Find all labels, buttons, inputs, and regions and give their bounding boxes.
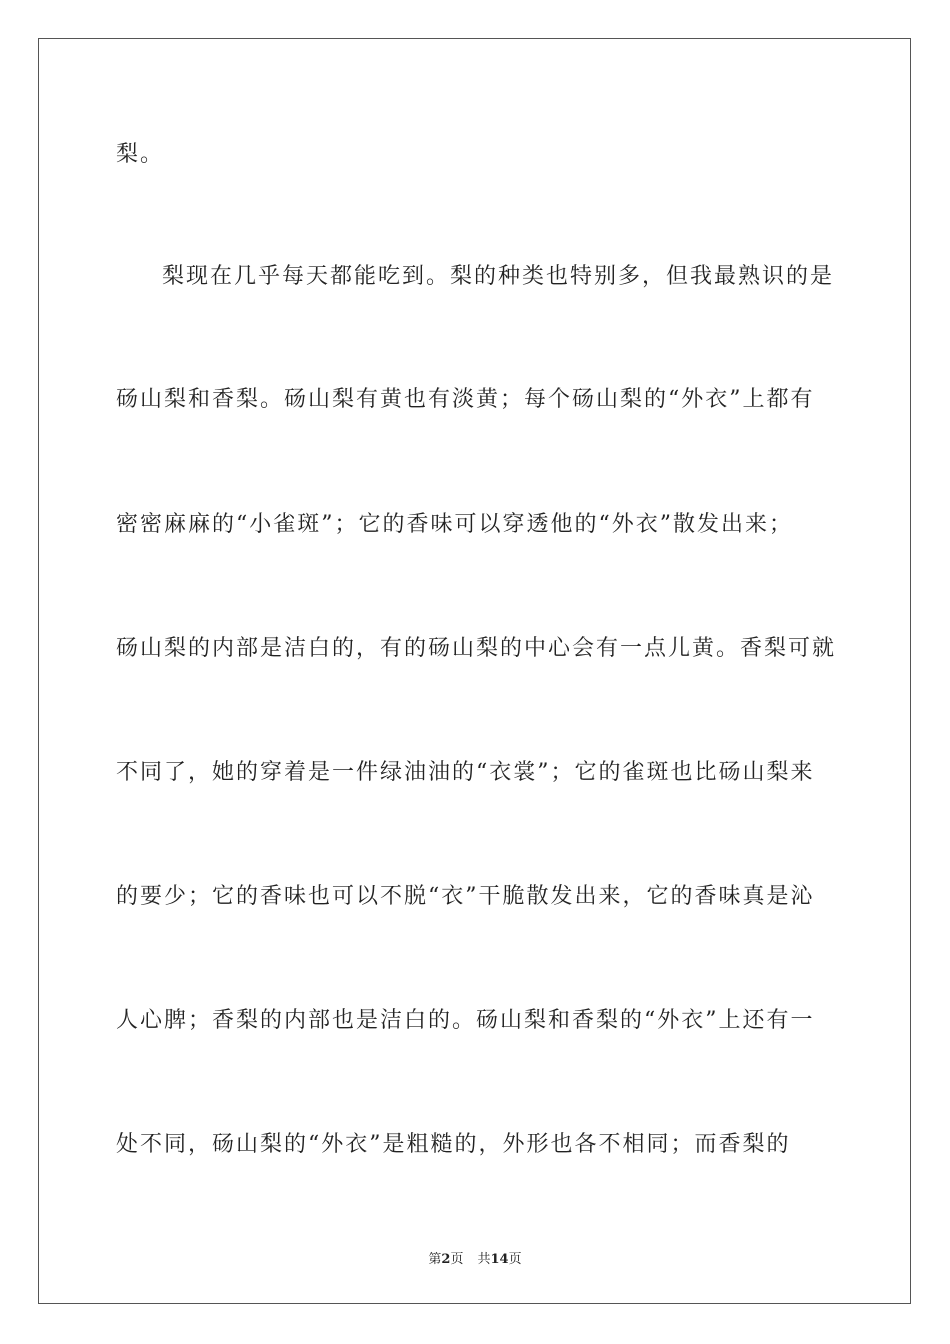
page-suffix: 页 — [450, 1252, 464, 1267]
text-line-8: 人心脾；香梨的内部也是洁白的。砀山梨和香梨的“外衣”上还有一 — [116, 1008, 815, 1033]
text-line-9: 处不同，砀山梨的“外衣”是粗糙的，外形也各不相同；而香梨的 — [116, 1132, 791, 1157]
page-border — [38, 38, 911, 1304]
text-line-7: 的要少；它的香味也可以不脱“衣”干脆散发出来，它的香味真是沁 — [116, 884, 815, 909]
text-line-1: 梨。 — [116, 142, 165, 167]
paragraph-first-line: 梨现在几乎每天都能吃到。梨的种类也特别多，但我最熟识的是 — [162, 264, 835, 289]
page-number: 2 — [441, 1252, 451, 1267]
text-line-6: 不同了，她的穿着是一件绿油油的“衣裳”；它的雀斑也比砀山梨来 — [116, 760, 815, 785]
page-footer — [0, 1248, 950, 1267]
text-line-3: 砀山梨和香梨。砀山梨有黄也有淡黄；每个砀山梨的“外衣”上都有 — [116, 387, 815, 412]
text-line-5: 砀山梨的内部是洁白的，有的砀山梨的中心会有一点儿黄。香梨可就 — [116, 636, 837, 661]
text-line-4: 密密麻麻的“小雀斑”；它的香味可以穿透他的“外衣”散发出来； — [116, 512, 793, 537]
total-suffix: 页 — [508, 1252, 522, 1267]
page-prefix: 第 — [428, 1252, 442, 1267]
total-pages: 14 — [490, 1252, 509, 1267]
total-prefix: 共 — [477, 1252, 491, 1267]
